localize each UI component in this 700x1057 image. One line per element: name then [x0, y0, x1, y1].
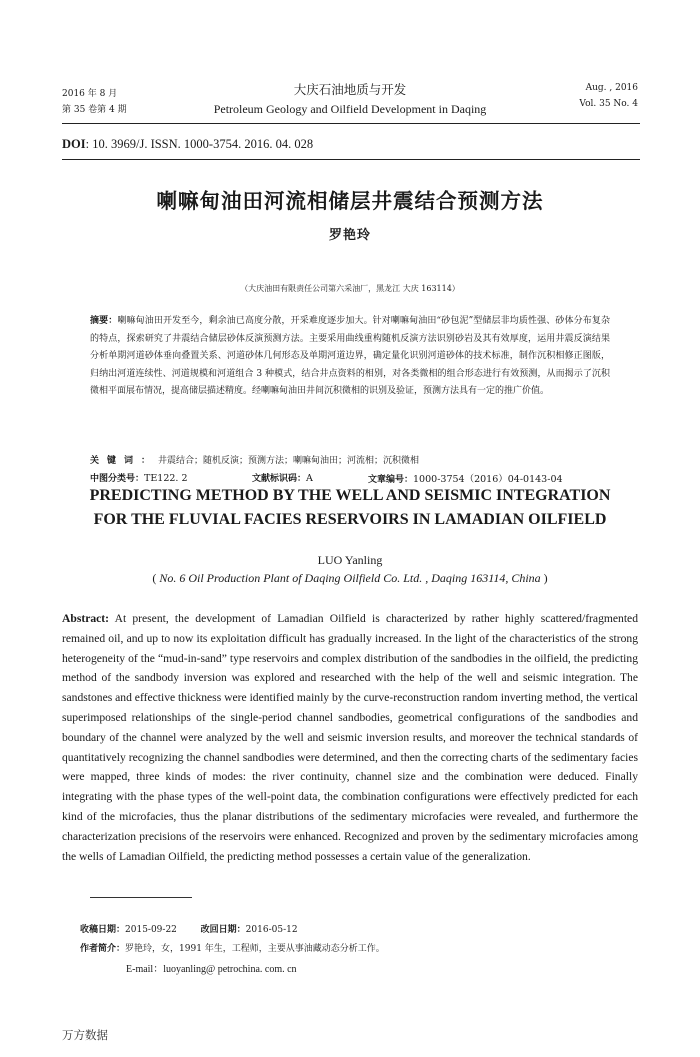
journal-date-en: Aug. , 2016 — [585, 83, 638, 93]
footnote-dates — [80, 922, 640, 935]
affiliation-en-open: ( — [152, 571, 160, 585]
doc-code-label: 文献标识码： — [252, 474, 307, 484]
received-label: 收稿日期： — [80, 925, 126, 935]
journal-name-en: Petroleum Geology and Oilfield Development in Daqing — [213, 102, 487, 116]
clc-field — [90, 471, 188, 484]
received-value: 2015-09-22 — [125, 925, 177, 935]
abstract-cn — [90, 313, 610, 401]
clc-label: 中图分类号： — [90, 474, 145, 484]
paper-title-en — [0, 484, 700, 532]
watermark: 万方数据 — [62, 1028, 108, 1042]
abstract-cn-label: 摘要： — [90, 316, 118, 326]
paper-title-cn: 喇嘛甸油田河流相储层井震结合预测方法 — [156, 189, 544, 213]
doi-label: DOI — [62, 137, 86, 151]
affiliation-en-rest: , Daqing 163114, China — [422, 571, 541, 585]
footnote-bio — [80, 941, 640, 954]
affiliation-en-italic: No. 6 Oil Production Plant of Daqing Oilfield Co. Ltd. — [159, 571, 423, 585]
article-no-value: 1000-3754（2016）04-0143-04 — [413, 474, 563, 485]
affiliation-cn: （大庆油田有限责任公司第六采油厂，黑龙江 大庆 163114） — [240, 284, 460, 293]
paper-title-en-line1: PREDICTING METHOD BY THE WELL AND SEISMIC INTEGRATION — [89, 487, 611, 504]
journal-volume-issue-cn: 第 35 卷第 4 期 — [62, 105, 127, 115]
abstract-en-label: Abstract: — [62, 612, 110, 625]
journal-date: 2016 年 8 月 — [62, 89, 118, 99]
doc-code-field — [252, 471, 313, 484]
header-divider — [62, 123, 640, 124]
footnote-email: E-mail：luoyanling@ petrochina. com. cn — [126, 964, 297, 975]
keywords-cn-text: 井震结合；随机反演；预测方法；喇嘛甸油田；河流相；沉积微相 — [158, 456, 420, 466]
journal-date-volume-en — [579, 80, 638, 112]
keywords-cn-label: 关键词： — [90, 456, 159, 466]
doi-divider — [62, 159, 640, 160]
abstract-en — [62, 609, 638, 866]
journal-volume-issue-en: Vol. 35 No. 4 — [579, 99, 638, 109]
author-cn: 罗艳玲 — [328, 228, 371, 243]
doi-line — [62, 137, 313, 152]
article-no-field — [368, 471, 563, 485]
keywords-cn — [90, 453, 610, 466]
bio-label: 作者简介： — [80, 944, 126, 954]
footnote-divider — [90, 897, 192, 898]
article-no-label: 文章编号： — [368, 475, 414, 485]
paper-title-en-line2: FOR THE FLUVIAL FACIES RESERVOIRS IN LAMADIAN OILFIELD — [93, 511, 607, 528]
revised-label: 改回日期： — [200, 925, 246, 935]
author-en: LUO Yanling — [317, 553, 383, 567]
bio-value: 罗艳玲，女，1991 年生，工程师，主要从事油藏动态分析工作。 — [125, 944, 385, 954]
abstract-cn-text: 喇嘛甸油田开发至今，剩余油已高度分散，开采难度逐步加大。针对喇嘛甸油田“砂包泥”型储层非均质性强、砂体分布复杂的特点，探索研究了井震结合储层砂体反演预测方法。主要采用曲线重构随机反演方法识别砂岩及其有效厚度，运用井震反演结果分析单期河道砂体垂向叠置关系、河道砂体几何形态及单期河道边界，确定量化识别河道砂体的技术标准，制作沉积相修正图版，归纳出河道连续性、河道规模和河道组合 3 种模式，结合井点资料的相别，对各类微相的组合形态进行有效预测，从而揭示了沉积微相平面展布情况，提高储层描述精度。经喇嘛甸油田井间沉积微相的识别及验证，预测方法具有一定的推广价值。 — [90, 316, 610, 397]
affiliation-en — [0, 571, 700, 586]
affiliation-en-close: ) — [540, 571, 548, 585]
doc-code-value: A — [306, 473, 313, 484]
clc-value: TE122. 2 — [144, 473, 188, 484]
journal-name-cn: 大庆石油地质与开发 — [293, 82, 407, 97]
doi-value: 10. 3969/J. ISSN. 1000-3754. 2016. 04. 028 — [92, 137, 314, 151]
revised-value: 2016-05-12 — [245, 925, 298, 935]
abstract-en-text: At present, the development of Lamadian Oilfield is characterized by rather highly scattered/fragmented remained oil, and up to now its exploitation difficult has gradually increased. In the light of the characteristics of the strong heterogeneity of the “mud-in-sand” type reservoirs and complex distribution of the sandbodies in the oilfield, the predicting method of the sandbody inversion was explored and researched with the help of the well and seismic integration. The sandstones and effective thickness were identified mainly by the curve-reconstruction random inverting method, the vertical superimposed relationships of the single-period channel sandbodies, geometrical configurations of the sandbodies and boundary of the channel were analyzed by the well and seismic inversion results, and moreover the technical standards of quantitatively recognizing the channel sandbodies were determined, and then the correcting charts of the sedimentary facies were mapped, three kinds of modes: the river continuity, channel size and the combination were deduced. Finally integrating with the phase types of the well-point data, the combination configurations were effectively predicted for each kind of the microfacies, thus the planar distributions of the sedimentary microfacies were revealed, and furthermore the characterization precisions of the reservoirs were enhanced. Recognized and proven by the sedimentary microfacies among the wells of Lamadian Oilfield, the predicting method possesses a certain value of the generalization. — [62, 612, 638, 863]
doi-separator: : — [85, 137, 90, 151]
